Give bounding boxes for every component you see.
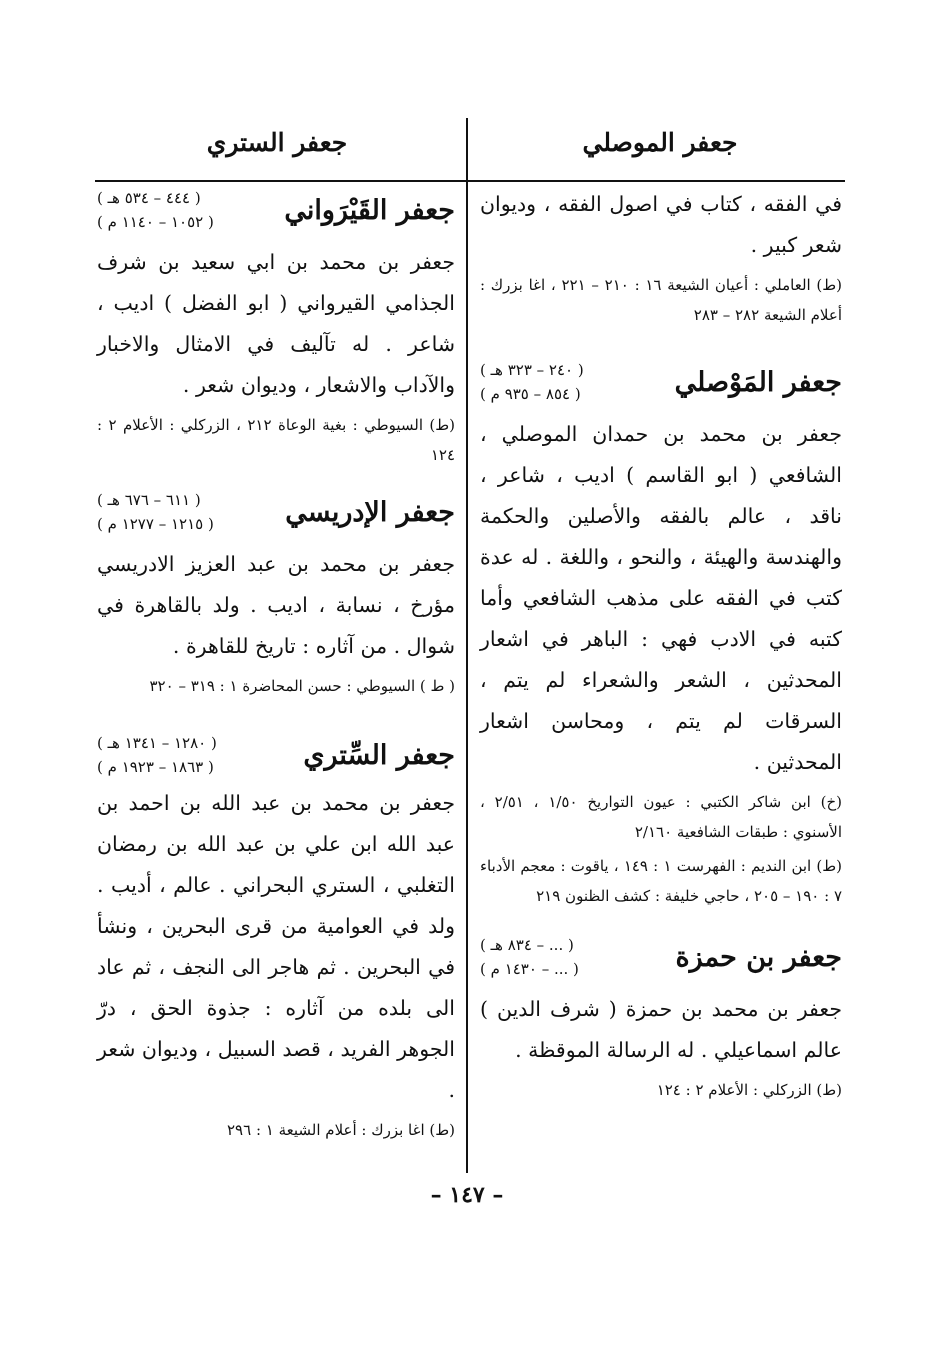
entry-name: جعفر المَوْصلي [674,366,842,398]
entry-heading-sitri [97,731,455,779]
date-gregorian: ( ... – ١٤٣٠ م ) [480,960,579,978]
entry-name: جعفر بن حمزة [675,941,842,973]
date-gregorian: ( ١٨٦٣ – ١٩٢٣ م ) [97,758,214,776]
page-number: – ١٤٧ – [430,1182,504,1208]
entry-source: (ط) السيوطي : بغية الوعاة ٢١٢ ، الزركلي : الأعلام ٢ : ١٢٤ [97,416,456,464]
entry-source: (خ) ابن شاكر الكتبي : عيون التواريخ ١/٥٠ ، ٢/٥١ ، الأسنوي : طبقات الشافعية ٢/١٦٠ [480,793,842,841]
column-divider [466,118,468,1173]
continued-text: في الفقه ، كتاب في اصول الفقه ، وديوان شعر كبير . [480,192,842,257]
entry-text: جعفر بن محمد بن حمزة ( شرف الدين ) عالم اسماعيلي . له الرسالة الموقظة . [480,997,842,1062]
entry-source: ( ط ) السيوطي : حسن المحاضرة ١ : ٣١٩ – ٣٢٠ [149,677,455,695]
entry-name: جعفر السِّتري [303,739,455,771]
entry-heading-idrisi [97,488,455,536]
date-hijri: ( ٤٤٤ – ٥٣٤ هـ ) [97,189,201,207]
entry-text: جعفر بن محمد بن عبد العزيز الادريسي مؤرخ ، نسابة ، اديب . ولد بالقاهرة في شوال . من آثاره : تاريخ للقاهرة . [97,552,455,658]
running-header-right: جعفر الموصلي [582,128,738,157]
date-hijri: ( ١٢٨٠ – ١٣٤١ هـ ) [97,734,217,752]
entry-heading-mawsili [480,358,842,406]
entry-heading-qayrawani [97,186,455,234]
entry-heading-hamza [480,933,842,981]
date-gregorian: ( ١٠٥٢ – ١١٤٠ م ) [97,213,214,231]
date-gregorian: ( ٨٥٤ – ٩٣٥ م ) [480,385,581,403]
entry-dates [480,358,584,406]
left-column [97,182,455,1145]
entry-dates [97,488,214,536]
entry-name: جعفر الإدريسي [285,496,455,528]
continued-source: (ط) العاملي : أعيان الشيعة ١٦ : ٢١٠ – ٢٢١ ، اغا بزرك : أعلام الشيعة ٢٨٢ – ٢٨٣ [480,276,843,324]
entry-dates [480,933,579,981]
running-header-left: جعفر الستري [206,128,348,157]
entry-text: جعفر بن محمد بن عبد الله بن احمد بن عبد الله ابن علي بن عبد الله بن رمضان التغلبي ، الستري البحراني . عالم ، أديب . ولد في العوامية من قرى البحرين ، ونشأ في البحرين . ثم هاجر الى النجف ، ثم عاد الى بلده من آثاره : جذوة الحق ، درّ الجوهر الفريد ، قصد السبيل ، وديوان شعر . [97,791,455,1102]
entry-text: جعفر بن محمد بن حمدان الموصلي ، الشافعي ( ابو القاسم ) اديب ، شاعر ، ناقد ، عالم بالفقه والأصلين والحكمة والهندسة والهيئة ، والنحو ، واللغة . له عدة كتب في الفقه على مذهب الشافعي وأما كتبه في الادب فهي : الباهر في اشعار المحدثين ، الشعر والشعراء لم يتم ، السرقات لم يتم ، ومحاسن اشعار المحدثين . [480,422,842,774]
date-gregorian: ( ١٢١٥ – ١٢٧٧ م ) [97,515,214,533]
entry-source: (ط) ابن النديم : الفهرست ١ : ١٤٩ ، ياقوت : معجم الأدباء ٧ : ١٩٠ – ٢٠٥ ، حاجي خليفة : كشف الظنون ٢١٩ [480,857,842,905]
entry-source: (ط) الزركلي : الأعلام ٢ : ١٢٤ [656,1081,842,1099]
date-hijri: ( ... – ٨٣٤ هـ ) [480,936,574,954]
date-hijri: ( ٦١١ – ٦٧٦ هـ ) [97,491,201,509]
right-column [480,182,842,1105]
entry-dates [97,731,217,779]
entry-dates [97,186,214,234]
entry-name: جعفر القَيْرَواني [284,194,455,226]
entry-source: (ط) اغا بزرك : أعلام الشيعة ١ : ٢٩٦ [227,1121,455,1139]
date-hijri: ( ٢٤٠ – ٣٢٣ هـ ) [480,361,584,379]
entry-text: جعفر بن محمد بن ابي سعيد بن شرف الجذامي القيرواني ( ابو الفضل ) اديب ، شاعر . له تآليف في الامثال والاخبار والآداب والاشعار ، وديوان شعر . [97,250,455,397]
